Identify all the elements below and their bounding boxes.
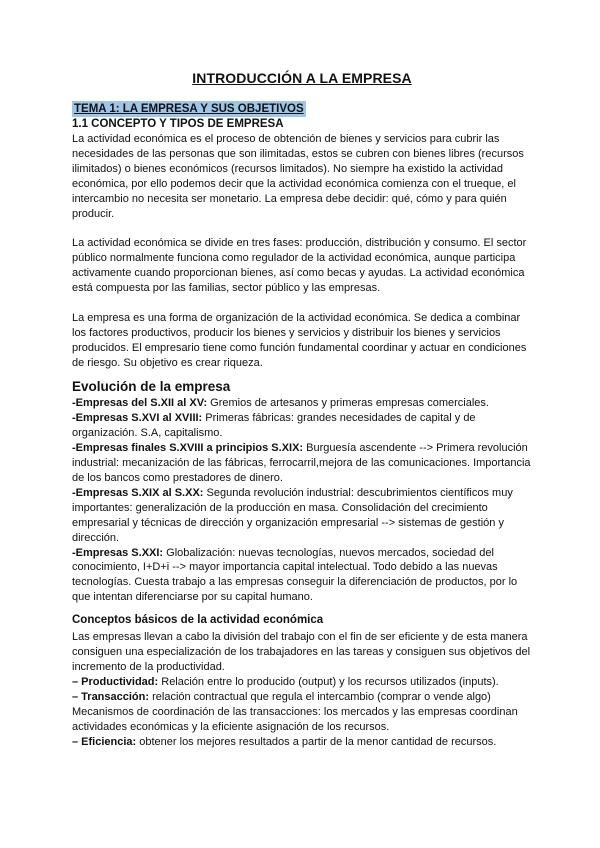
paragraph-empresa: La empresa es una forma de organización de la actividad económica. Se dedica a combinar los factores productivos, producir los bienes y servicios y distribuir los bienes y servicios producidos. El empresario tiene como función fundamental coordinar y actuar en condiciones de riesgo. Su objetivo es crear riqueza. (72, 311, 527, 369)
evolucion-item-label: -Empresas del S.XII al XV: (72, 397, 208, 410)
concept-text: obtener los mejores resultados a partir de la menor cantidad de recursos. (136, 735, 497, 748)
evolucion-item (72, 486, 532, 546)
document-title: INTRODUCCIÓN A LA EMPRESA (192, 70, 412, 86)
evolucion-item (72, 411, 532, 441)
concept-label: – Transacción: (72, 690, 150, 703)
paragraph-mecanismos: Mecanismos de coordinación de las transacciones: los mercados y las empresas coordinan actividades económicas y la eficiente asignación de los recursos. (72, 705, 518, 733)
paragraph-fases: La actividad económica se divide en tres fases: producción, distribución y consumo. El sector público normalmente funciona como regulador de la actividad económica, aunque participa activamente cuando proporcionan bienes, así como becas y ayudas. La actividad económica está compuesta por las familias, sector público y las empresas. (72, 237, 527, 295)
concept-text: relación contractual que regula el intercambio (comprar o vende algo) (149, 690, 491, 703)
evolucion-item (72, 441, 532, 486)
tema-heading: TEMA 1: LA EMPRESA Y SUS OBJETIVOS (74, 103, 304, 115)
evolucion-item-text: Burguesía ascendente --> Primera revolución industrial: mecanización de las fábricas, ferrocarril,mejora de las comunicaciones. Importancia de los bancos como prestadores de dinero. (72, 442, 531, 484)
evolucion-item-text: Segunda revolución industrial: descubrimientos científicos muy importantes: generalización de la producción en masa. Consolidación del crecimiento empresarial y técnicas de dirección y organización empresarial --> sistemas de gestión y dirección. (72, 486, 513, 544)
evolucion-list (72, 396, 532, 605)
evolucion-item (72, 396, 532, 411)
conceptos-intro: Las empresas llevan a cabo la división del trabajo con el fin de ser eficiente y de esta manera consiguen una especialización de los trabajadores en las tareas y consiguen sus objetivos del incremento de la productividad. (72, 631, 531, 673)
evolucion-item-text: Gremios de artesanos y primeras empresas comerciales. (207, 397, 489, 410)
concept-productividad (72, 675, 532, 690)
evolucion-item-text: Primeras fábricas: grandes necesidades de capital y de organización. S.A, capitalismo. (72, 412, 476, 440)
concept-text: Relación entre lo producido (output) y los recursos utilizados (inputs). (158, 675, 499, 688)
evolucion-item-label: -Empresas S.XVI al XVIII: (72, 412, 203, 425)
concept-transaccion (72, 690, 532, 705)
conceptos-heading: Conceptos básicos de la actividad económica (72, 614, 324, 627)
evolucion-item (72, 546, 532, 606)
concept-label: – Productividad: (72, 675, 159, 688)
evolucion-item-label: -Empresas S.XXI: (72, 546, 164, 559)
concept-eficiencia (72, 735, 532, 750)
concept-label: – Eficiencia: (72, 735, 137, 748)
evolucion-item-label: -Empresas finales S.XVIII a principios S.XIX: (72, 442, 304, 455)
evolucion-item-text: Globalización: nuevas tecnologías, nuevos mercados, sociedad del conocimiento, I+D+i --> mayor importancia capital intelectual. Todo debido a las nuevas tecnologías. Cuesta trabajo a las empresas conseguir la diferenciación de productos, por lo que intentan diferenciarse por su capital humano. (72, 546, 518, 604)
evolucion-heading: Evolución de la empresa (72, 379, 231, 395)
paragraph-actividad-economica: La actividad económica es el proceso de obtención de bienes y servicios para cubrir las necesidades de las personas que son ilimitadas, estos se cubren con bienes libres (recursos ilimitados) o bienes económicos (recursos limitados). No siempre ha existido la actividad económica, por ello podemos decir que la actividad económica comienza con el trueque, el intercambio no necesita ser monetario. La empresa debe decidir: qué, cómo y para quién producir. (72, 133, 524, 220)
evolucion-item-label: -Empresas S.XIX al S.XX: (72, 486, 204, 499)
document-page (72, 68, 532, 749)
section-heading-1-1: 1.1 CONCEPTO Y TIPOS DE EMPRESA (72, 118, 284, 130)
